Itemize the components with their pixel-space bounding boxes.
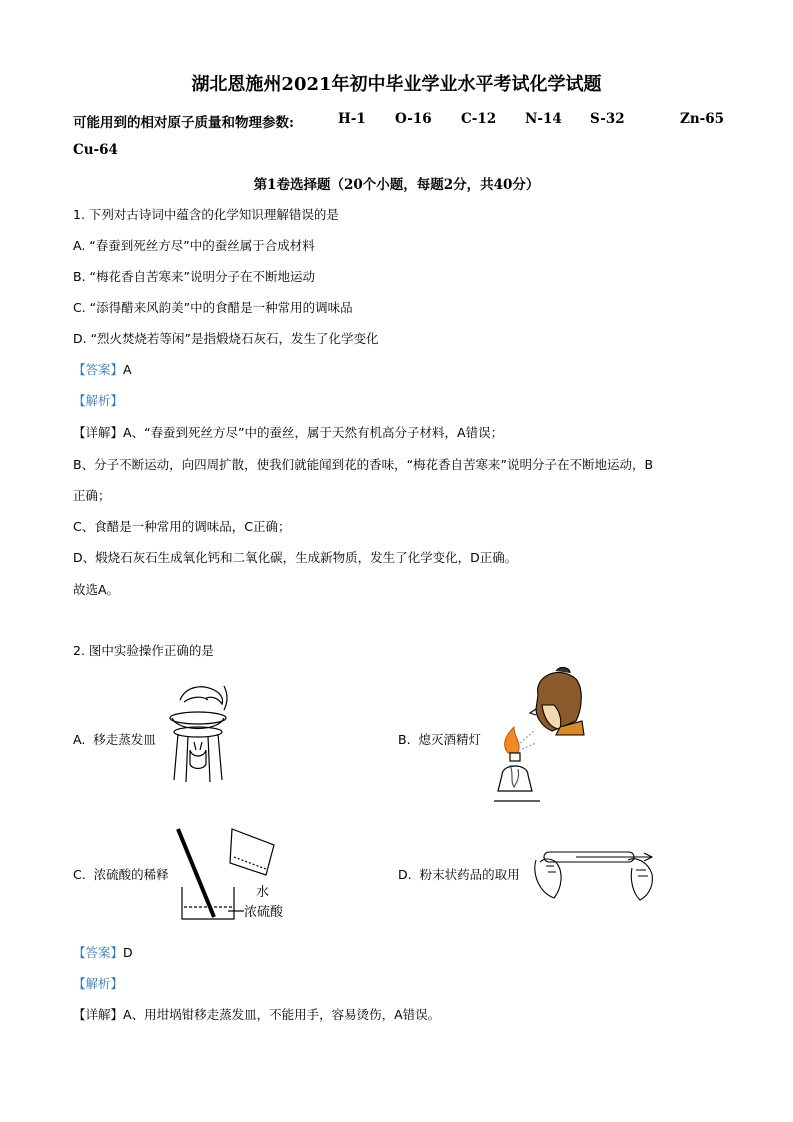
detail-tag: 【详解】 xyxy=(73,425,124,440)
q2-stem: 2. 图中实验操作正确的是 xyxy=(73,643,214,658)
param-value: S-32 xyxy=(590,111,625,127)
label-water: 水 xyxy=(256,885,270,900)
figure-d-powder-transfer xyxy=(532,832,657,904)
q1-detail-line: 正确； xyxy=(73,488,111,503)
q1-detail-line: B、分子不断运动，向四周扩散，使我们就能闻到花的香味，“梅花香自苦寒来”说明分子在不断地运动，B xyxy=(73,457,654,472)
param-value: Cu-64 xyxy=(73,142,118,158)
q1-answer xyxy=(73,360,132,378)
q2-option-b: B. 熄灭酒精灯 xyxy=(398,732,482,747)
answer-value: A xyxy=(123,362,132,377)
params-label: 可能用到的相对原子质量和物理参数: xyxy=(73,115,294,131)
q1-detail-line xyxy=(73,423,503,441)
q1-detail-line: C、食醋是一种常用的调味品，C正确； xyxy=(73,519,291,534)
q2-option-d: D. 粉末状药品的取用 xyxy=(398,867,520,882)
q1-option-a: A. “春蚕到死丝方尽”中的蚕丝属于合成材料 xyxy=(73,238,315,253)
figure-a-evaporating-dish xyxy=(162,680,234,792)
figure-b-alcohol-lamp xyxy=(490,665,585,807)
answer-value: D xyxy=(123,945,133,960)
answer-tag: 【答案】 xyxy=(73,362,124,377)
q2-detail-line xyxy=(73,1005,440,1023)
label-acid: 浓硫酸 xyxy=(244,905,284,920)
q2-option-a: A. 移走蒸发皿 xyxy=(73,732,156,747)
q1-detail-line: D、煅烧石灰石生成氧化钙和二氧化碳，生成新物质，发生了化学变化，D正确。 xyxy=(73,550,518,565)
param-value: O-16 xyxy=(395,111,432,127)
param-value: Zn-65 xyxy=(680,111,725,127)
q1-option-d: D. “烈火焚烧若等闲”是指煅烧石灰石，发生了化学变化 xyxy=(73,331,379,346)
detail-tag: 【详解】 xyxy=(73,1007,124,1022)
answer-tag: 【答案】 xyxy=(73,945,124,960)
param-value: C-12 xyxy=(461,111,497,127)
q1-detail-line: 故选A。 xyxy=(73,582,120,597)
q2-analysis-tag: 【解析】 xyxy=(73,976,124,991)
param-value: H-1 xyxy=(338,111,366,127)
q2-option-c: C. 浓硫酸的稀释 xyxy=(73,867,169,882)
q1-stem: 1. 下列对古诗词中蕴含的化学知识理解错误的是 xyxy=(73,207,339,222)
detail-text: A、用坩埚钳移走蒸发皿，不能用手，容易烫伤，A错误。 xyxy=(123,1007,441,1022)
param-value: N-14 xyxy=(525,111,562,127)
section-heading: 第1卷选择题（20个小题，每题2分，共40分） xyxy=(253,177,540,193)
detail-text: A、“春蚕到死丝方尽”中的蚕丝，属于天然有机高分子材料，A错误； xyxy=(123,425,504,440)
figure-c-acid-dilution xyxy=(170,825,295,925)
q2-answer xyxy=(73,943,133,961)
q1-option-b: B. “梅花香自苦寒来”说明分子在不断地运动 xyxy=(73,269,315,284)
q1-option-c: C. “添得醋来风韵美”中的食醋是一种常用的调味品 xyxy=(73,300,353,315)
page-title: 湖北恩施州2021年初中毕业学业水平考试化学试题 xyxy=(191,74,602,95)
q1-analysis-tag: 【解析】 xyxy=(73,393,124,408)
